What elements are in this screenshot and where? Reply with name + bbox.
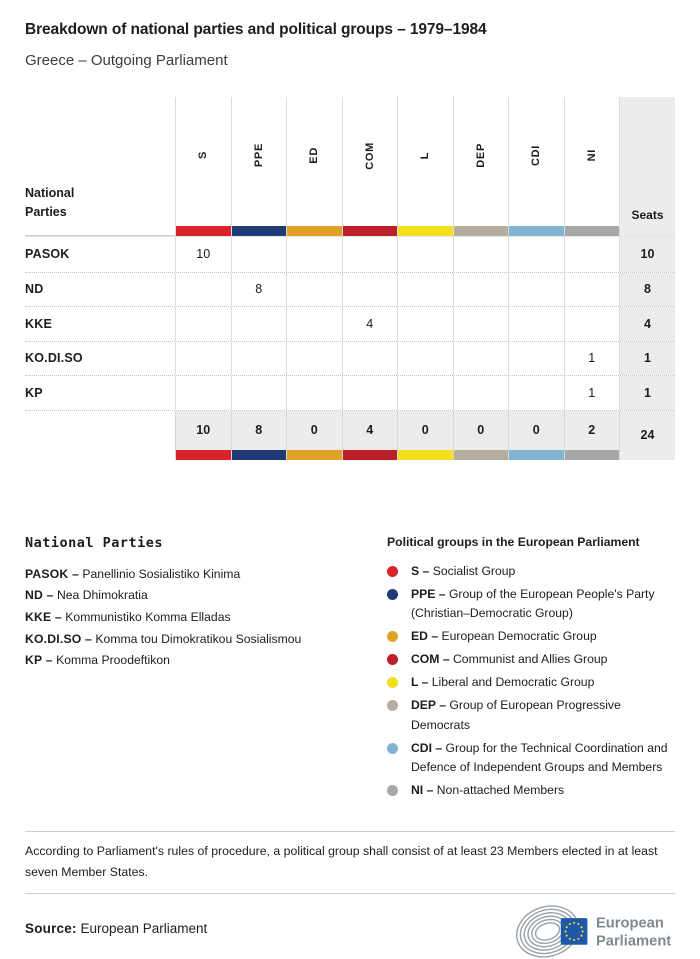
total-value: 2 [588,423,596,437]
value-cell [564,237,620,272]
legend-item [387,781,675,801]
value-cell [508,376,564,410]
totals-row [25,410,675,460]
group-color-dot-icon [387,631,398,642]
value-cell [231,342,287,376]
value-cell [564,307,620,341]
group-abbr: NI – [411,783,434,797]
value-cell [453,307,509,341]
group-color-bar [232,226,287,236]
value-cell [453,273,509,307]
legend-national-parties-items [25,564,387,673]
total-seats-cell: 24 [619,411,675,460]
value-cell [342,342,398,376]
group-column-header-s [175,97,231,236]
total-value-cell [508,411,564,460]
group-color-bar [343,450,398,460]
value-cell [231,307,287,341]
total-value-cell [564,411,620,460]
total-value: 0 [421,423,429,437]
seats-label: Seats [631,208,664,222]
total-value-cell [397,411,453,460]
total-value: 0 [532,423,540,437]
logo-text-line2: Parliament [595,933,672,950]
total-value: 10 [196,423,211,437]
group-color-bar [565,450,620,460]
corner-label-line2: Parties [25,205,67,219]
party-full-name: Panellinio Sosialistiko Kinima [82,566,241,581]
breakdown-table [25,97,675,460]
total-value-cell [453,411,509,460]
party-name-cell: ND [25,282,44,297]
total-value: 8 [255,423,263,437]
group-color-dot-icon [387,743,398,754]
seats-cell: 4 [619,307,675,341]
value-cell [453,342,509,376]
party-full-name: Nea Dhimokratia [56,588,148,603]
footnote: According to Parliament's rules of procedure, a political group shall consist of at least 23 Members elected in at least seven Member States. [25,844,658,879]
page-title: Breakdown of national parties and political groups – 1979–1984 [25,21,487,38]
party-abbr: PASOK – [25,566,79,581]
group-color-dot-icon [387,677,398,688]
legend-item [25,629,387,651]
corner-label [25,97,175,236]
legend-item [387,585,675,624]
page-subtitle: Greece – Outgoing Parliament [25,52,228,69]
legend-national-parties [25,535,387,805]
party-name-cell: KKE [25,316,52,331]
value-cell [175,376,231,410]
group-abbr: COM – [411,652,450,666]
source-label: Source: [25,921,77,936]
legend-item [387,739,675,778]
legend-national-parties-heading: National Parties [25,534,164,551]
group-color-dot-icon [387,785,398,796]
table-header-row [25,97,675,237]
group-color-dot-icon [387,700,398,711]
value-cell [286,376,342,410]
value-cell [175,307,231,341]
value-cell [397,307,453,341]
group-color-bar [398,450,453,460]
legend-political-groups-heading: Political groups in the European Parliament [387,534,640,549]
value-cell [175,273,231,307]
group-abbr: DEP – [411,698,447,712]
seats-column-header [619,97,675,236]
group-column-header-dep [453,97,509,236]
value-cell: 1 [564,342,620,376]
value-cell [453,237,509,272]
value-cell [175,342,231,376]
table-row-kodiso [25,341,675,376]
value-cell [397,273,453,307]
value-cell [286,237,342,272]
seats-cell: 1 [619,342,675,376]
seats-cell: 8 [619,273,675,307]
group-abbr: S – [411,563,430,578]
legend-item [387,562,675,582]
value-cell [508,307,564,341]
group-column-header-l [397,97,453,236]
value-cell [453,376,509,410]
divider [25,893,675,894]
party-full-name: Kommunistiko Komma Elladas [65,609,231,624]
seats-cell: 1 [619,376,675,410]
group-full-name: Liberal and Democratic Group [431,675,595,689]
value-cell [508,342,564,376]
legend-item [387,673,675,693]
value-cell [508,237,564,272]
value-cell: 10 [175,237,231,272]
total-value-cell [342,411,398,460]
legend-item [25,564,387,586]
total-value-cell [286,411,342,460]
group-abbr: ED – [411,629,439,643]
group-code-label: S [197,151,210,160]
legend-political-groups-items [387,562,675,801]
total-value: 0 [310,423,318,437]
party-name-cell: PASOK [25,247,70,262]
value-cell: 1 [564,376,620,410]
group-code-label: PPE [252,143,265,168]
group-full-name: Non-attached Members [436,783,565,797]
value-cell: 8 [231,273,287,307]
group-abbr: PPE – [411,586,446,601]
value-cell [231,237,287,272]
total-value-cell [231,411,287,460]
party-abbr: KO.DI.SO – [25,631,93,646]
group-color-bar [509,450,564,460]
group-full-name: Group of European Progressive Democrats [411,698,621,732]
group-color-dot-icon [387,654,398,665]
group-code-label: L [419,151,432,160]
page-header [0,0,700,69]
group-color-bar [287,226,342,236]
legend-item [387,696,675,735]
group-code-label: DEP [474,143,487,168]
value-cell [342,376,398,410]
footer-bottom [25,902,675,959]
group-full-name: Group for the Technical Coordination and Defence of Independent Groups and Members [411,740,668,774]
group-color-dot-icon [387,566,398,577]
source-value: European Parliament [80,921,208,936]
legend-item [25,607,387,629]
group-full-name: European Democratic Group [441,629,597,643]
value-cell [564,273,620,307]
party-name-cell: KP [25,385,43,400]
table-row-nd [25,272,675,307]
legend-item [387,627,675,647]
total-value: 4 [366,423,374,437]
total-value-cell [175,411,231,460]
group-full-name: Communist and Allies Group [453,652,608,666]
value-cell [397,237,453,272]
group-abbr: L – [411,675,429,689]
group-color-bar [454,450,509,460]
value-cell [342,237,398,272]
table-row-kp [25,375,675,410]
group-abbr: CDI – [411,740,443,755]
group-color-bar [565,226,620,236]
value-cell [397,376,453,410]
value-cell [286,342,342,376]
seats-cell: 10 [619,237,675,272]
group-column-header-cdi [508,97,564,236]
group-full-name: Socialist Group [432,563,516,578]
logo-text-line1: European [595,915,664,932]
group-column-header-ppe [231,97,287,236]
totals-empty-cell [25,411,175,460]
corner-label-line1: National [25,186,75,200]
group-color-bar [343,226,398,236]
group-color-bar [454,226,509,236]
group-code-label: CDI [530,144,543,167]
value-cell [342,273,398,307]
source [25,921,207,940]
party-abbr: KKE – [25,609,62,624]
group-color-bar [176,226,231,236]
party-full-name: Komma tou Dimokratikou Sosialismou [95,631,302,646]
party-abbr: KP – [25,653,53,668]
european-parliament-logo [515,902,675,959]
party-name-cell: KO.DI.SO [25,351,83,366]
legend-item [25,585,387,607]
group-color-bar [232,450,287,460]
group-color-dot-icon [387,589,398,600]
group-column-header-ni [564,97,620,236]
group-color-bar [176,450,231,460]
party-full-name: Komma Proodeftikon [56,653,170,668]
value-cell [286,307,342,341]
total-value: 0 [477,423,485,437]
group-column-header-com [342,97,398,236]
legend-item [387,650,675,670]
group-color-bar [509,226,564,236]
value-cell [231,376,287,410]
group-code-label: ED [308,147,321,164]
group-color-bar [398,226,453,236]
table-row-pasok [25,237,675,272]
group-code-label: NI [585,149,598,162]
legend-political-groups [387,535,675,805]
legend-item [25,650,387,672]
value-cell [397,342,453,376]
table-row-kke [25,306,675,341]
party-abbr: ND – [25,588,54,603]
value-cell: 4 [342,307,398,341]
group-full-name: Group of the European People's Party (Christian–Democratic Group) [411,586,655,620]
value-cell [508,273,564,307]
value-cell [286,273,342,307]
group-color-bar [287,450,342,460]
legends [25,535,675,805]
group-column-header-ed [286,97,342,236]
group-code-label: COM [363,141,376,170]
